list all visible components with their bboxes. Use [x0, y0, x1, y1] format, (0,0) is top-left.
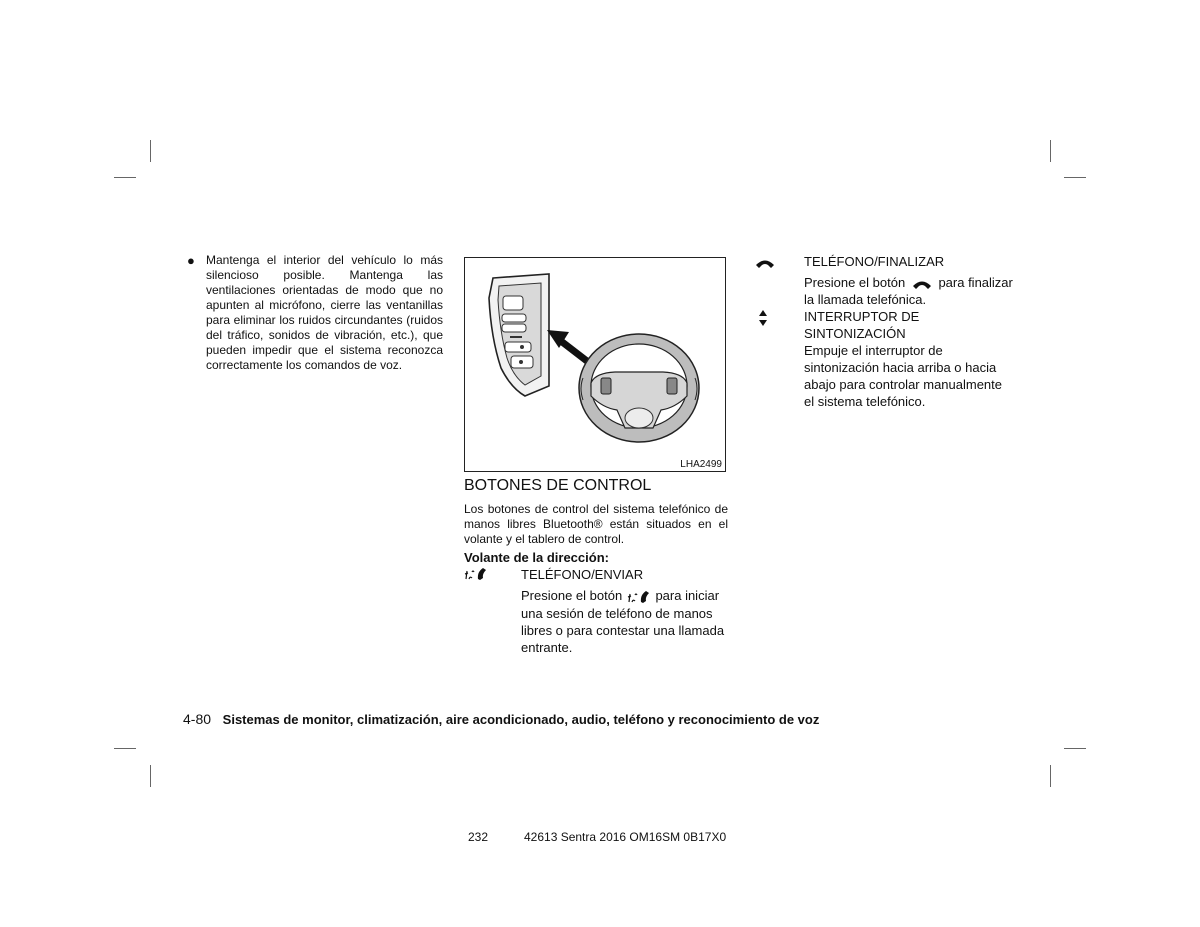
bullet-item [187, 253, 443, 373]
control-buttons-closeup [489, 274, 549, 396]
steering-wheel-illustration [465, 258, 725, 471]
phone-send-icon [626, 589, 652, 605]
crop-mark [114, 177, 136, 178]
column-1 [187, 253, 443, 373]
crop-mark [1064, 748, 1086, 749]
desc-text: para finalizar la llamada telefónica. [804, 275, 1013, 307]
crop-mark [150, 140, 151, 162]
column-3 [755, 253, 1015, 410]
section-intro: Los botones de control del sistema telefónico de manos libres Bluetooth® están situados en el volante y el tablero de control. [464, 502, 728, 546]
crop-mark [150, 765, 151, 787]
section-title: BOTONES DE CONTROL [464, 477, 652, 494]
phone-send-icon [464, 566, 521, 583]
desc-text: Presione el botón [521, 588, 623, 603]
tuning-term: INTERRUPTOR DE SINTONIZACIÓN [804, 309, 920, 341]
crop-mark [1064, 177, 1086, 178]
desc-text: para iniciar una sesión de teléfono de manos libres o para contestar una llamada entrante. [521, 588, 725, 655]
crop-mark [1050, 140, 1051, 162]
desc-text: Presione el botón [804, 275, 906, 290]
phone-send-term: TELÉFONO/ENVIAR [521, 567, 644, 582]
sub-heading: Volante de la dirección: [464, 550, 609, 565]
tuning-switch-icon [755, 308, 804, 325]
steering-wheel [579, 334, 699, 442]
column-2 [464, 476, 728, 656]
tuning-desc: Empuje el interruptor de sintonización hacia arriba o hacia abajo para controlar manualmente el sistema telefónico. [804, 343, 1003, 409]
page-number: 4-80 [183, 711, 212, 727]
print-sheet-number: 232 [468, 830, 489, 844]
crop-mark [114, 748, 136, 749]
phone-send-desc [521, 587, 728, 656]
bullet-icon: ● [187, 253, 195, 268]
figure-code: LHA2499 [680, 459, 722, 470]
print-document-id: 42613 Sentra 2016 OM16SM 0B17X0 [524, 830, 727, 844]
bullet-text: Mantenga el interior del vehículo lo más silencioso posible. Mantenga las ventilaciones orientadas de modo que no apunten al micrófono, cierre las ventanillas para eliminar los ruidos circundantes (ruidos del tráfico, sonidos de vibración, etc.), que pueden impedir que el sistema reconozca correctamente los comandos de voz. [206, 253, 443, 372]
phone-end-icon [909, 277, 935, 291]
tuning-entry [755, 308, 1015, 410]
crop-mark [1050, 765, 1051, 787]
footer-title: Sistemas de monitor, climatización, aire acondicionado, audio, teléfono y reconocimiento de voz [222, 712, 820, 727]
page-footer [183, 710, 819, 729]
steering-wheel-figure [464, 257, 726, 472]
phone-end-icon [755, 253, 804, 270]
phone-send-entry [464, 566, 728, 656]
phone-end-entry [755, 253, 1015, 308]
phone-end-term: TELÉFONO/FINALIZAR [804, 254, 945, 269]
phone-end-desc [804, 274, 1015, 308]
